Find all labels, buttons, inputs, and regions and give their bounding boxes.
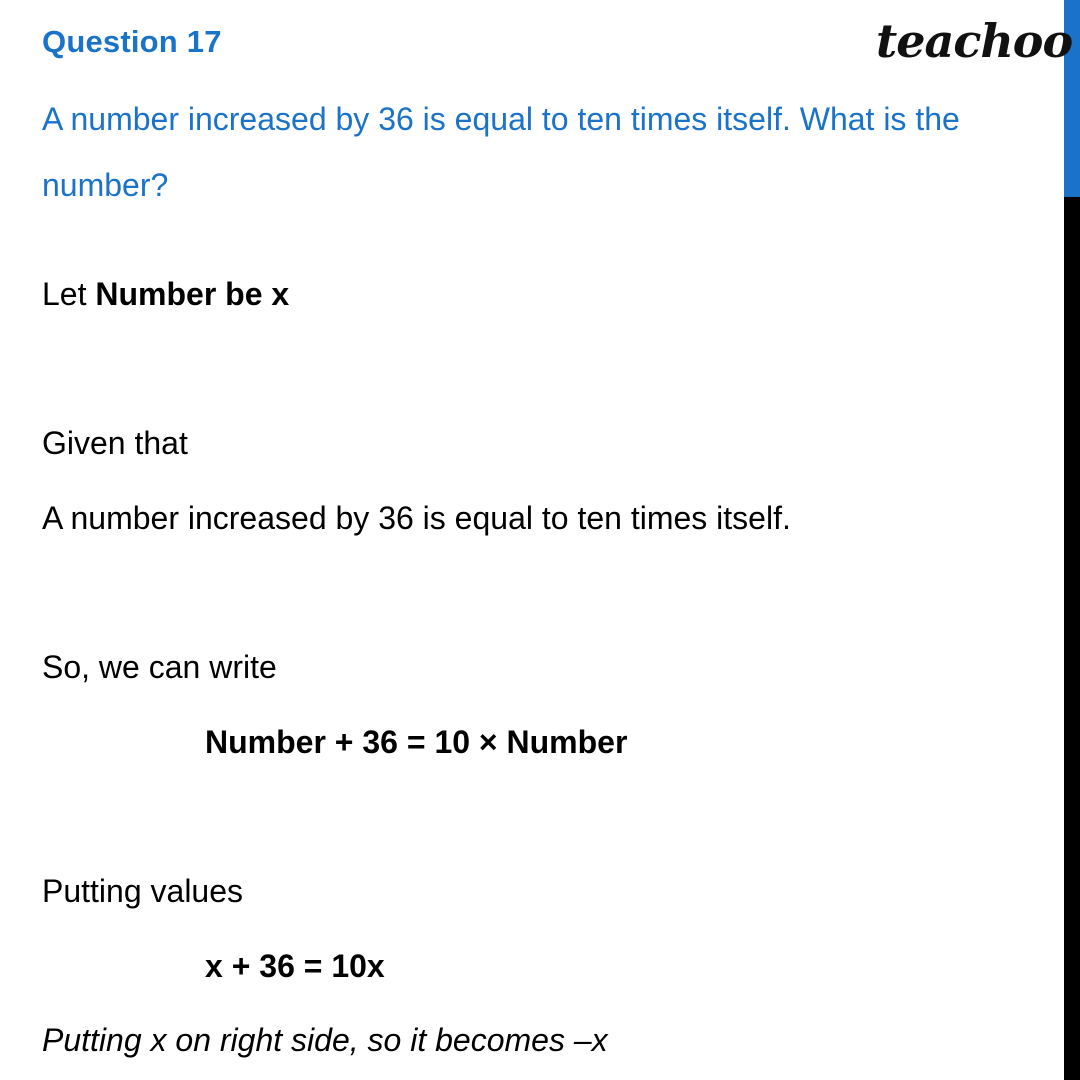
solution-note: Putting x on right side, so it becomes –x [42, 1022, 608, 1058]
teachoo-logo: teachoo [876, 14, 1073, 68]
question-title: Question 17 [42, 24, 222, 59]
so-we-can-write: So, we can write [42, 649, 277, 685]
putting-values: Putting values [42, 873, 244, 909]
equation-x: x + 36 = 10x [205, 948, 385, 984]
let-statement [42, 276, 289, 313]
question-text: A number increased by 36 is equal to ten times itself. What is the number? [42, 101, 960, 203]
let-variable: Number be x [95, 276, 290, 312]
let-prefix: Let [42, 276, 96, 312]
given-heading: Given that [42, 425, 188, 461]
side-bar [1064, 0, 1080, 1080]
equation-words: Number + 36 = 10 × Number [205, 724, 628, 760]
given-statement: A number increased by 36 is equal to ten times itself. [42, 500, 791, 536]
